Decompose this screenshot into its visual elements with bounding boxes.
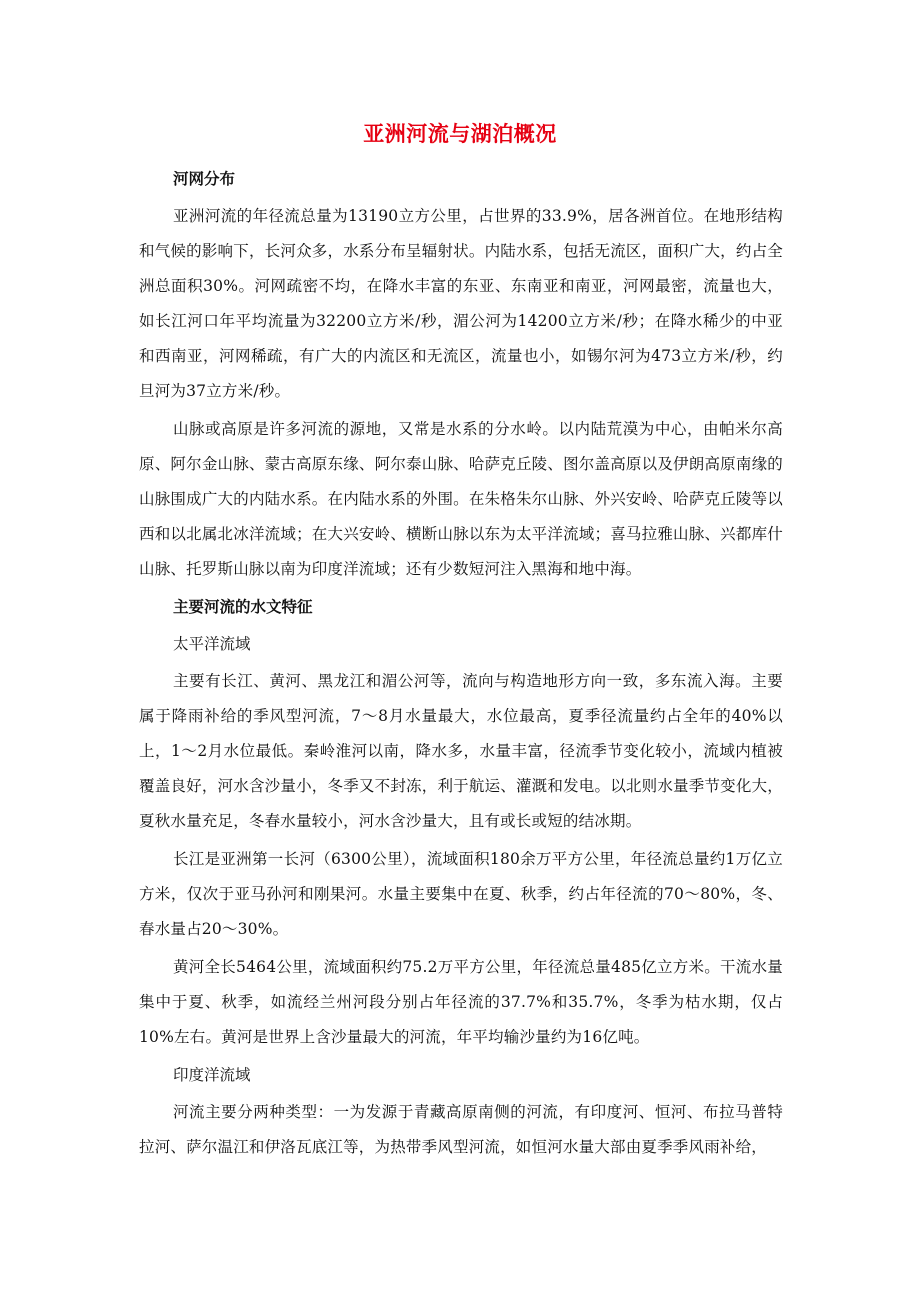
paragraph: 主要有长江、黄河、黑龙江和湄公河等，流向与构造地形方向一致，多东流入海。主要属于降雨补给的季风型河流，7～8月水量最大，水位最高，夏季径流量约占全年的40%以上，1～2月水位最低。秦岭淮河以南，降水多，水量丰富，径流季节变化较小，流域内植被覆盖良好，河水含沙量小，冬季又不封冻，利于航运、灌溉和发电。以北则水量季节变化大，夏秋水量充足，冬春水量较小，河水含沙量大，且有或长或短的结冰期。 (139, 672, 783, 830)
paragraph: 长江是亚洲第一长河（6300公里），流域面积180余万平方公里，年径流总量约1万亿立方米，仅次于亚马孙河和刚果河。水量主要集中在夏、秋季，约占年径流的70～80%，冬、春水量占20～30%。 (139, 850, 783, 938)
paragraph: 黄河全长5464公里，流域面积约75.2万平方公里，年径流总量485亿立方米。干流水量集中于夏、秋季，如流经兰州河段分别占年径流的37.7%和35.7%，冬季为枯水期，仅占10%左右。黄河是世界上含沙量最大的河流，年平均输沙量约为16亿吨。 (139, 958, 783, 1046)
section-heading-river-network: 河网分布 (173, 170, 236, 188)
paragraph: 山脉或高原是许多河流的源地，又常是水系的分水岭。以内陆荒漠为中心，由帕米尔高原、阿尔金山脉、蒙古高原东缘、阿尔泰山脉、哈萨克丘陵、图尔盖高原以及伊朗高原南缘的山脉围成广大的内陆水系。在内陆水系的外围。在朱格朱尔山脉、外兴安岭、哈萨克丘陵等以西和以北属北冰洋流域；在大兴安岭、横断山脉以东为太平洋流域；喜马拉雅山脉、兴都库什山脉、托罗斯山脉以南为印度洋流域；还有少数短河注入黑海和地中海。 (139, 420, 783, 578)
subsection-heading-indian: 印度洋流域 (173, 1066, 251, 1084)
section-heading-hydrology: 主要河流的水文特征 (173, 598, 313, 616)
paragraph: 河流主要分两种类型：一为发源于青藏高原南侧的河流，有印度河、恒河、布拉马普特拉河、萨尔温江和伊洛瓦底江等，为热带季风型河流，如恒河水量大部由夏季季风雨补给， (139, 1103, 783, 1156)
document-body (139, 162, 783, 1168)
paragraph: 亚洲河流的年径流总量为13190立方公里，占世界的33.9%，居各洲首位。在地形结构和气候的影响下，长河众多，水系分布呈辐射状。内陆水系，包括无流区，面积广大，约占全洲总面积30%。河网疏密不均，在降水丰富的东亚、东南亚和南亚，河网最密，流量也大，如长江河口年平均流量为32200立方米/秒，湄公河为14200立方米/秒；在降水稀少的中亚和西南亚，河网稀疏，有广大的内流区和无流区，流量也小，如锡尔河为473立方米/秒，约旦河为37立方米/秒。 (139, 207, 783, 400)
document-title: 亚洲河流与湖泊概况 (363, 122, 557, 146)
subsection-heading-pacific: 太平洋流域 (173, 635, 251, 653)
